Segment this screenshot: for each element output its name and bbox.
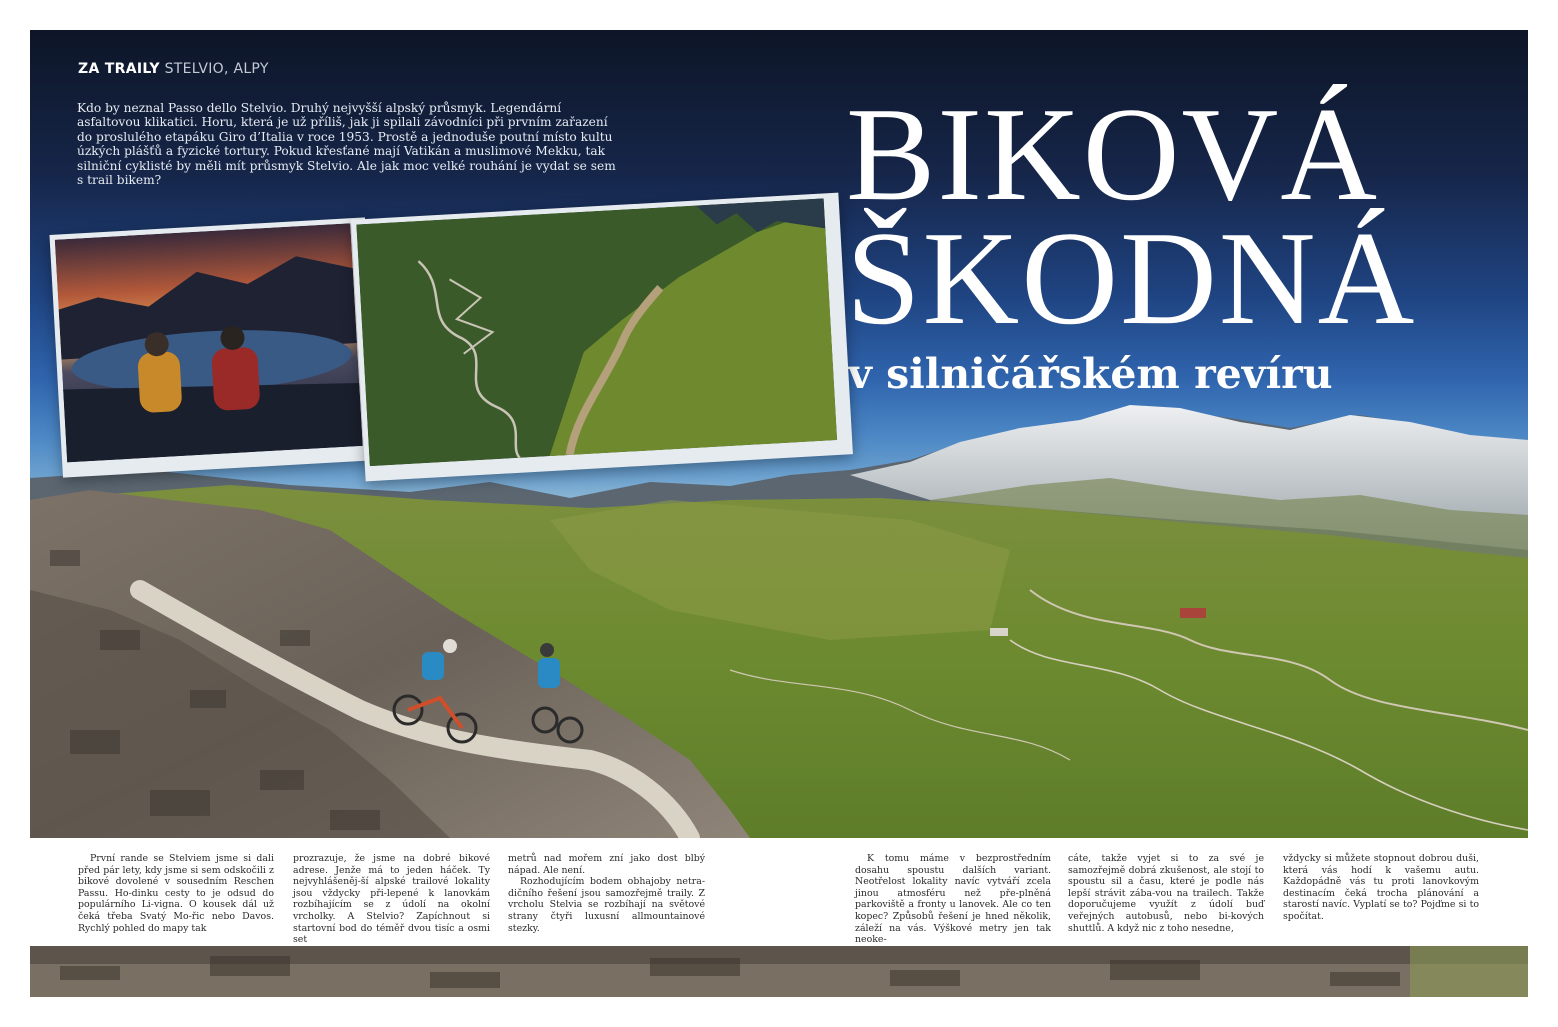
location-label: STELVIO, ALPY [164, 61, 269, 77]
body-column-6: vždycky si můžete stopnout dobrou duši, která vás hodí k vašemu autu. Každopádně vás tu proti lanovkovým destinacím čeká trocha plánování a starostí navíc. Vyplatí se to? Pojďme si to spočítat. [1283, 853, 1479, 922]
intro-paragraph: Kdo by neznal Passo dello Stelvio. Druhý nejvyšší alpský průsmyk. Legendární asfaltovou klikatici. Horu, která je už příliš, jak ji spilali závodníci při prvním zařazení do proslulého etapáku Giro d’Italia v roce 1953. Prostě a jednoduše poutní místo kultu úzkých plášťů a fyzické tortury. Pokud křesťané mají Vatikán a muslimové Mekku, tak silniční cyklisté by měli mít průsmyk Stelvio. Ale jak moc velké rouhání je vydat se sem s trail bikem? [77, 101, 616, 188]
hero-spread [30, 30, 1528, 838]
body-column-1: První rande se Stelviem jsme si dali před pár lety, kdy jsme si sem odskočili z bikové dovolené v sousedním Reschen Passu. Ho-dinku cesty to je odsud do populárního Li-vigna. O kousek dál už čeká třeba Svatý Mo-řic nebo Davos. Rychlý pohled do mapy tak [78, 853, 274, 934]
section-kicker [78, 61, 269, 77]
bottom-photo-strip [30, 946, 1528, 997]
headline [846, 80, 1417, 352]
inset-photo-sunset-couple [49, 217, 378, 477]
headline-line-2: ŠKODNÁ [846, 204, 1417, 352]
subheadline: v silničářském revíru [848, 350, 1333, 398]
body-column-3: metrů nad mořem zní jako dost blbý nápad. Ale není. Rozhodujícím bodem obhajoby netra-dičního řešení jsou samozřejmě traily. Z vrcholu Stelvia se rozbíhají na světové strany čtyři luxusní allmountainové stezky. [508, 853, 705, 934]
section-label: ZA TRAILY [78, 61, 160, 77]
body-column-4: K tomu máme v bezprostředním dosahu spoustu dalších variant. Neotřelost lokality navíc vytváří zcela jinou atmosféru než pře-plněná parkoviště a fronty u lanovek. Ale co ten kopec? Způsobů řešení je hned několik, záleží na vás. Výškové metry jen tak neoke- [855, 853, 1051, 946]
inset-photo-stelvio-pass [351, 193, 853, 482]
headline-line-1: BIKOVÁ [846, 80, 1380, 228]
body-column-2: prozrazuje, že jsme na dobré bikové adrese. Jenže má to jeden háček. Ty nejvyhlášeněj-ší alpské trailové lokality jsou vždycky při-lepené k lanovkám rozbíhajícím se z údolí na okolní vrcholky. A Stelvio? Zapíchnout si startovní bod do téměř dvou tisíc a osmi set [293, 853, 490, 946]
body-column-5: cáte, takže vyjet si to za své je samozřejmě dobrá zkušenost, ale stojí to spoustu sil a času, které je podle nás lepší strávit zába-vou na trailech. Takže doporučujeme využít z údolí buď veřejných autobusů, nebo bi-kových shuttlů. A když nic z toho nesedne, [1068, 853, 1264, 934]
